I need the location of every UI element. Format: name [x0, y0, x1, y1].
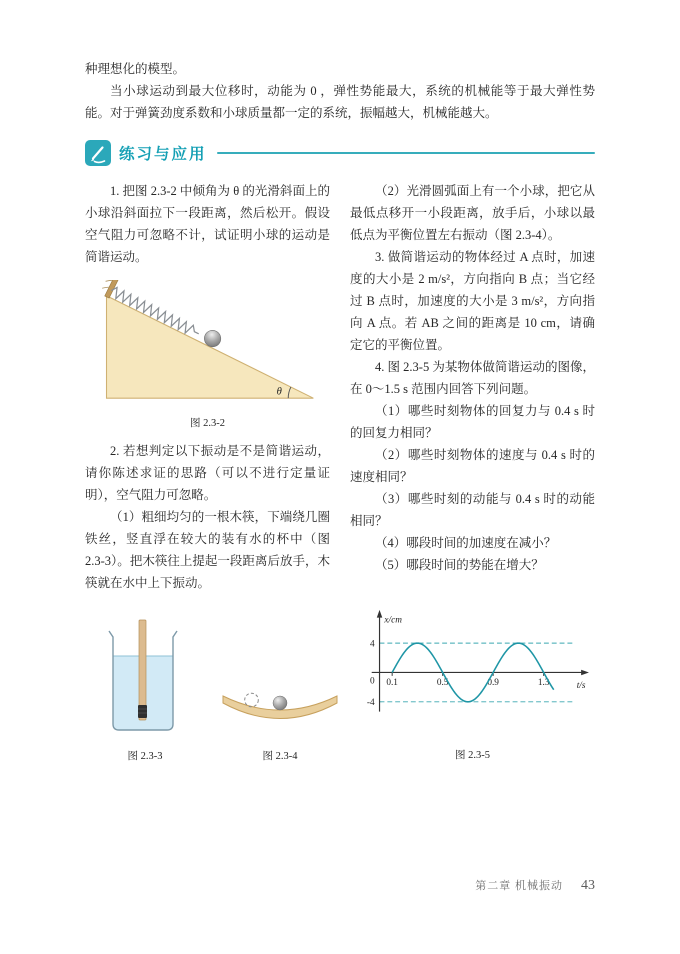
footer-chapter-label: 第二章 机械振动 [475, 880, 563, 892]
xtick-0: 0.1 [386, 678, 398, 689]
section-title: 练习与应用 [119, 146, 207, 163]
figure-2-3-3 [97, 618, 193, 765]
x-axis-label: t/s [576, 681, 586, 692]
displacement-axis-arrow-icon [377, 610, 382, 618]
problem-4-q4: （4）哪段时间的加速度在减小？ [375, 536, 557, 550]
problem-3-text: 3. 做简谐运动的物体经过 A 点时，加速度的大小是 2 m/s²，方向指向 B 点；当它经过 B 点时，加速度的大小是 3 m/s²，方向指向 A 点。若 AB 之间的距离是 10 cm，请确定它的平衡位置。 [350, 250, 595, 352]
page-footer [85, 877, 595, 894]
curved-surface-ball-figure [219, 676, 341, 736]
oscillation-graph [350, 602, 595, 739]
two-column-layout [85, 180, 595, 765]
problem-1-text: 1. 把图 2.3-2 中倾角为 θ 的光滑斜面上的小球沿斜面拉下一段距离，然后松开。假设空气阻力可忽略不计，试证明小球的运动是简谐运动。 [85, 184, 330, 264]
figure-2-3-2-caption: 图 2.3-2 [190, 418, 225, 429]
problem-2-text: 2. 若想判定以下振动是不是简谐运动，请你陈述求证的思路（可以不进行定量证明），空气阻力可忽略。 [85, 444, 330, 502]
xtick-2: 0.9 [487, 678, 499, 689]
exercise-section-header [85, 139, 595, 167]
incline-triangle [106, 296, 313, 398]
ytick-0: 0 [370, 676, 375, 687]
xtick-1: 0.5 [436, 678, 449, 689]
figure-2-3-4 [219, 676, 341, 765]
angle-theta-label: θ [276, 386, 282, 398]
figures-row [85, 618, 330, 765]
problem-4-q2: （2）哪些时刻物体的速度与 0.4 s 时的速度相同？ [350, 448, 595, 484]
problem-4-q1: （1）哪些时刻物体的回复力与 0.4 s 时的回复力相同？ [350, 404, 595, 440]
left-column [85, 180, 330, 765]
page-content [85, 58, 595, 765]
problem-2-sub1-text: （1）粗细均匀的一根木筷，下端绕几圈铁丝，竖直浮在较大的装有水的杯中（图 2.3-3）。把木筷往上提起一段距离后放手，木筷就在水中上下振动。 [85, 510, 330, 590]
time-axis-arrow-icon [581, 670, 589, 675]
ytick-neg4: -4 [366, 698, 375, 709]
figure-2-3-5 [350, 602, 595, 764]
ball-initial-position-dashed-icon [245, 693, 259, 707]
beaker-chopstick-figure [97, 618, 193, 736]
writing-hand-icon [85, 140, 111, 166]
figure-2-3-4-caption: 图 2.3-4 [262, 751, 298, 762]
figure-2-3-3-caption: 图 2.3-3 [127, 751, 163, 762]
problem-4-q3: （3）哪些时刻的动能与 0.4 s 时的动能相同？ [350, 492, 595, 528]
intro-continuation-line: 种理想化的模型。 [85, 62, 186, 76]
y-axis-label: x/cm [384, 615, 402, 626]
section-divider-line [217, 152, 595, 154]
ytick-4: 4 [370, 639, 375, 650]
incline-spring-figure [92, 280, 324, 411]
intro-paragraph: 当小球运动到最大位移时，动能为 0 ，弹性势能最大，系统的机械能等于最大弹性势能。对于弹簧劲度系数和小球质量都一定的系统，振幅越大，机械能越大。 [85, 84, 595, 120]
problem-2-sub2-text: （2）光滑圆弧面上有一个小球，把它从最低点移开一小段距离，放手后，小球以最低点为平衡位置左右振动（图 2.3-4）。 [350, 184, 595, 242]
problem-4-q5: （5）哪段时间的势能在增大？ [375, 558, 544, 572]
iron-wire-coil [138, 705, 147, 718]
footer-page-number: 43 [581, 878, 595, 893]
xtick-3: 1.3 [537, 678, 550, 689]
problem-4-text: 4. 图 2.3-5 为某物体做简谐运动的图像，在 0～1.5 s 范围内回答下列问题。 [350, 360, 595, 396]
ball-on-curve-icon [273, 696, 287, 710]
figure-2-3-2 [85, 280, 330, 432]
right-column [350, 180, 595, 765]
figure-2-3-5-caption: 图 2.3-5 [455, 750, 490, 761]
